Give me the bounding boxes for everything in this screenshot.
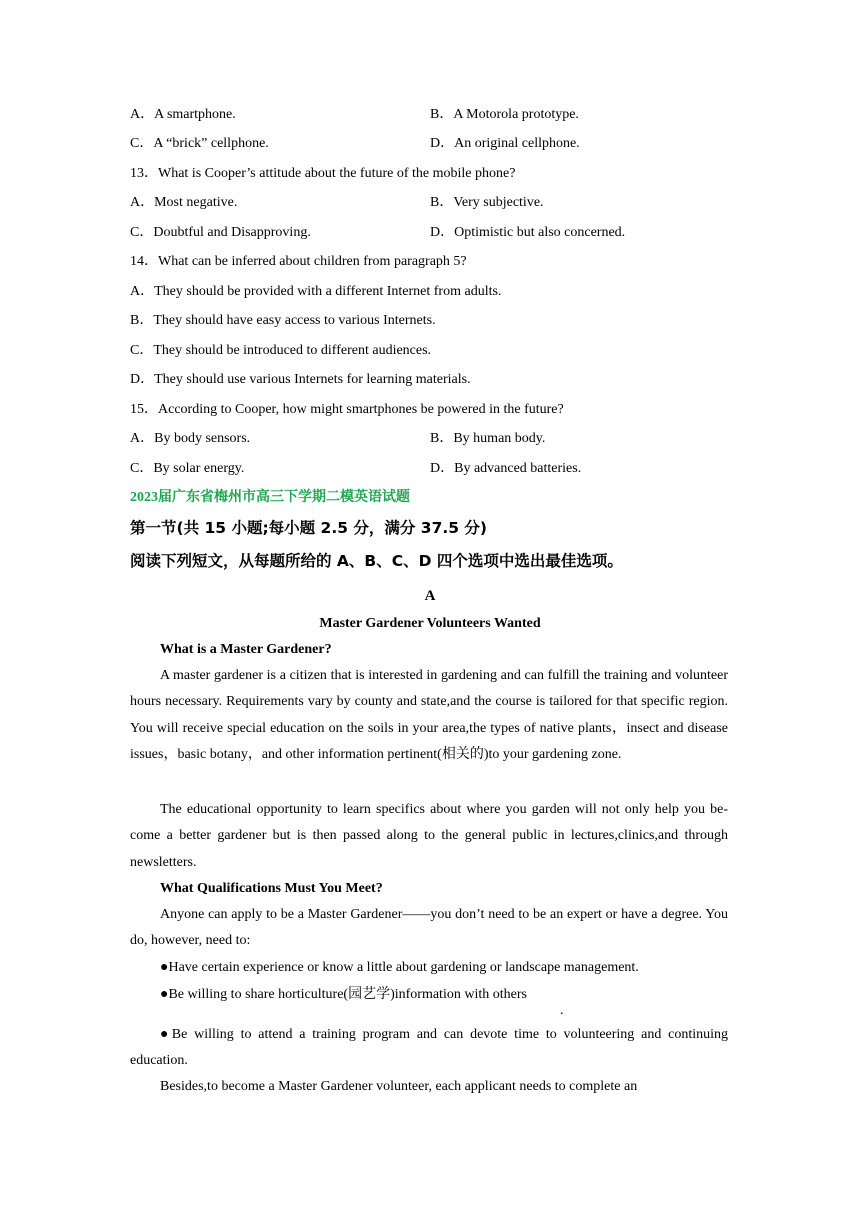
q12-option-b: B．A Motorola prototype. xyxy=(430,107,579,122)
passage-letter: A xyxy=(424,588,436,604)
q15-option-a: A．By body sensors. xyxy=(130,431,251,446)
bullet-2-mark: . xyxy=(560,1003,564,1018)
q12-option-a: A．A smartphone. xyxy=(130,107,236,122)
q13-option-d: D．Optimistic but also concerned. xyxy=(430,225,626,240)
q14-option-b: B．They should have easy access to various Internets. xyxy=(130,313,436,328)
q13-stem: 13．What is Cooper’s attitude about the future of the mobile phone? xyxy=(130,166,516,181)
passage-paragraph-4: Besides,to become a Master Gardener volunteer, each applicant needs to complete an xyxy=(160,1079,638,1094)
q14-stem: 14．What can be inferred about children from paragraph 5? xyxy=(130,254,467,269)
q15-option-d: D．By advanced batteries. xyxy=(430,461,582,476)
passage-paragraph-2: The educational opportunity to learn specifics about where you garden will not only help you be-come a better gardener but is then passed along to the general public in lectures,clinics,and through newsletters. xyxy=(130,802,728,870)
passage-heading-1: What is a Master Gardener? xyxy=(160,642,332,657)
bullet-item-3: ●Be willing to attend a training program and can devote time to volunteering and continuing education. xyxy=(130,1027,728,1069)
section-heading: 第一节(共 15 小题;每小题 2.5 分，满分 37.5 分) xyxy=(130,519,488,537)
q12-option-d: D．An original cellphone. xyxy=(430,136,580,151)
q12-option-c: C．A “brick” cellphone. xyxy=(130,136,269,151)
q13-option-b: B．Very subjective. xyxy=(430,195,544,210)
q14-option-a: A．They should be provided with a different Internet from adults. xyxy=(130,284,502,299)
q15-option-c: C．By solar energy. xyxy=(130,461,245,476)
passage-paragraph-3: Anyone can apply to be a Master Gardener——you don’t need to be an expert or have a degree. You do, however, need to: xyxy=(130,907,728,949)
q14-option-d: D．They should use various Internets for learning materials. xyxy=(130,372,471,387)
instructions: 阅读下列短文，从每题所给的 A、B、C、D 四个选项中选出最佳选项。 xyxy=(130,552,623,570)
bullet-item-2: ●Be willing to share horticulture(园艺学)information with others xyxy=(160,987,527,1002)
passage-heading-2: What Qualifications Must You Meet? xyxy=(160,881,383,896)
q13-option-a: A．Most negative. xyxy=(130,195,238,210)
q15-option-b: B．By human body. xyxy=(430,431,546,446)
q15-stem: 15．According to Cooper, how might smartphones be powered in the future? xyxy=(130,402,564,417)
bullet-item-1: ●Have certain experience or know a little about gardening or landscape management. xyxy=(160,960,639,975)
passage-paragraph-1: A master gardener is a citizen that is interested in gardening and can fulfill the training and volunteer hours necessary. Requirements vary by county and state,and the course is tailored for that specific region. You will receive special education on the soils in your area,the types of native plants，insect and disease issues，basic botany，and other information pertinent(相关的)to your gardening zone. xyxy=(130,668,728,762)
exam-source-title: 2023届广东省梅州市高三下学期二模英语试题 xyxy=(130,490,410,505)
passage-title: Master Gardener Volunteers Wanted xyxy=(319,616,541,631)
q13-option-c: C．Doubtful and Disapproving. xyxy=(130,225,311,240)
q14-option-c: C．They should be introduced to different audiences. xyxy=(130,343,432,358)
